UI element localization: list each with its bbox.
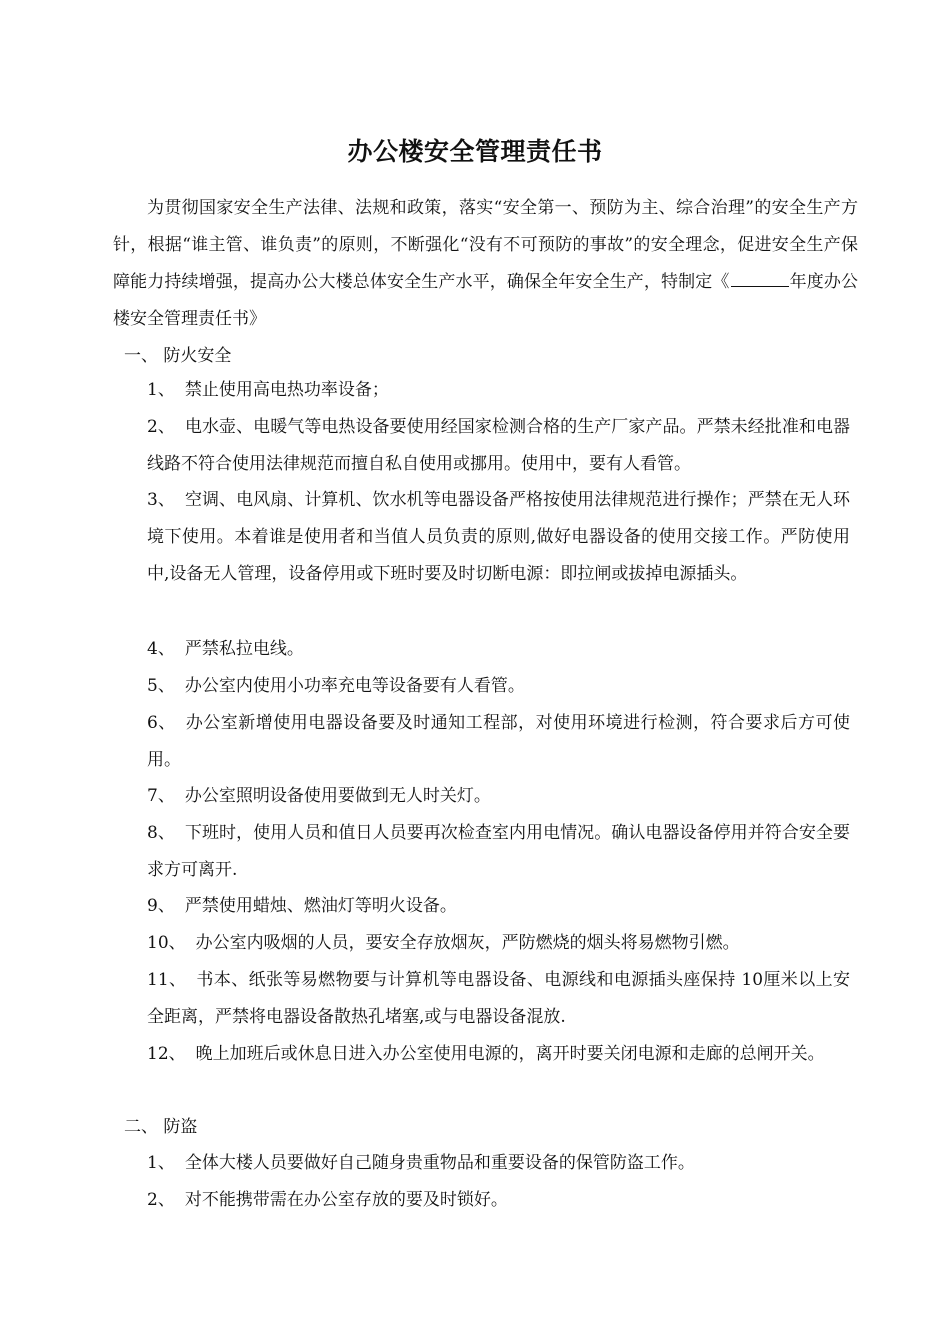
item-text: 办公室内吸烟的人员，要安全存放烟灰，严防燃烧的烟头将易燃物引燃。 bbox=[195, 933, 740, 953]
item-number: 1、 bbox=[147, 380, 175, 400]
item-text: 办公室照明设备使用要做到无人时关灯。 bbox=[184, 786, 491, 806]
item-number: 2、 bbox=[147, 1190, 175, 1210]
list-item bbox=[147, 1182, 850, 1219]
item-number: 7、 bbox=[147, 786, 175, 806]
item-number: 5、 bbox=[147, 676, 175, 696]
item-number: 8、 bbox=[147, 823, 175, 843]
item-text: 全体大楼人员要做好自己随身贵重物品和重要设备的保管防盗工作。 bbox=[184, 1153, 695, 1173]
list-item bbox=[147, 778, 850, 815]
item-text: 书本、纸张等易燃物要与计算机等电器设备、电源线和电源插头座保持 10厘米以上安全距离，严禁将电器设备散热孔堵塞,或与电器设备混放. bbox=[147, 970, 850, 1027]
item-number: 6、 bbox=[147, 713, 176, 733]
list-item bbox=[147, 705, 850, 779]
list-item bbox=[147, 482, 850, 593]
section-heading-theft: 二、 防盗 bbox=[124, 1117, 198, 1137]
list-item bbox=[147, 1145, 850, 1182]
document-title: 办公楼安全管理责任书 bbox=[347, 137, 603, 166]
list-item bbox=[147, 888, 850, 925]
item-text: 严禁使用蜡烛、燃油灯等明火设备。 bbox=[184, 896, 457, 916]
list-item bbox=[147, 668, 850, 705]
item-number: 11、 bbox=[147, 970, 187, 990]
fill-in-blank bbox=[731, 272, 789, 287]
intro-text: 为贯彻国家安全生产法律、法规和政策，落实“安全第一、预防为主、综合治理”的安全生产方针，根据“谁主管、谁负责”的原则，不断强化“没有不可预防的事故”的安全理念，促进安全生产保障能力持续增强，提高办公大楼总体安全生产水平，确保全年安全生产，特制定《 bbox=[113, 198, 858, 292]
item-text: 办公室新增使用电器设备要及时通知工程部，对使用环境进行检测，符合要求后方可使用。 bbox=[147, 713, 850, 770]
item-number: 2、 bbox=[147, 417, 175, 437]
item-number: 1、 bbox=[147, 1153, 175, 1173]
item-text: 晚上加班后或休息日进入办公室使用电源的，离开时要关闭电源和走廊的总闸开关。 bbox=[195, 1044, 825, 1064]
list-item bbox=[147, 815, 850, 889]
item-number: 12、 bbox=[147, 1044, 186, 1064]
item-text: 电水壶、电暖气等电热设备要使用经国家检测合格的生产厂家产品。严禁未经批准和电器线路不符合使用法律规范而擅自私自使用或挪用。使用中，要有人看管。 bbox=[147, 417, 850, 474]
item-text: 办公室内使用小功率充电等设备要有人看管。 bbox=[184, 676, 525, 696]
item-number: 9、 bbox=[147, 896, 175, 916]
list-item bbox=[147, 372, 850, 409]
list-item bbox=[147, 409, 850, 483]
list-item bbox=[147, 962, 850, 1036]
item-number: 10、 bbox=[147, 933, 186, 953]
item-number: 3、 bbox=[147, 490, 175, 510]
list-item bbox=[147, 631, 850, 668]
item-text: 空调、电风扇、计算机、饮水机等电器设备严格按使用法律规范进行操作；严禁在无人环境下使用。本着谁是使用者和当值人员负责的原则,做好电器设备的使用交接工作。严防使用中,设备无人管理，设备停用或下班时要及时切断电源：即拉闸或拔掉电源插头。 bbox=[147, 490, 850, 584]
list-item bbox=[147, 925, 850, 962]
item-text: 禁止使用高电热功率设备； bbox=[184, 380, 389, 400]
section-heading-fire: 一、 防火安全 bbox=[124, 346, 232, 366]
intro-text-end: 年度办公楼安全管理责任书》 bbox=[113, 272, 858, 329]
item-number: 4、 bbox=[147, 639, 175, 659]
intro-paragraph bbox=[113, 190, 858, 338]
list-item bbox=[147, 1036, 850, 1073]
item-text: 对不能携带需在办公室存放的要及时锁好。 bbox=[184, 1190, 508, 1210]
item-text: 严禁私拉电线。 bbox=[184, 639, 304, 659]
item-text: 下班时，使用人员和值日人员要再次检查室内用电情况。确认电器设备停用并符合安全要求方可离开. bbox=[147, 823, 850, 880]
